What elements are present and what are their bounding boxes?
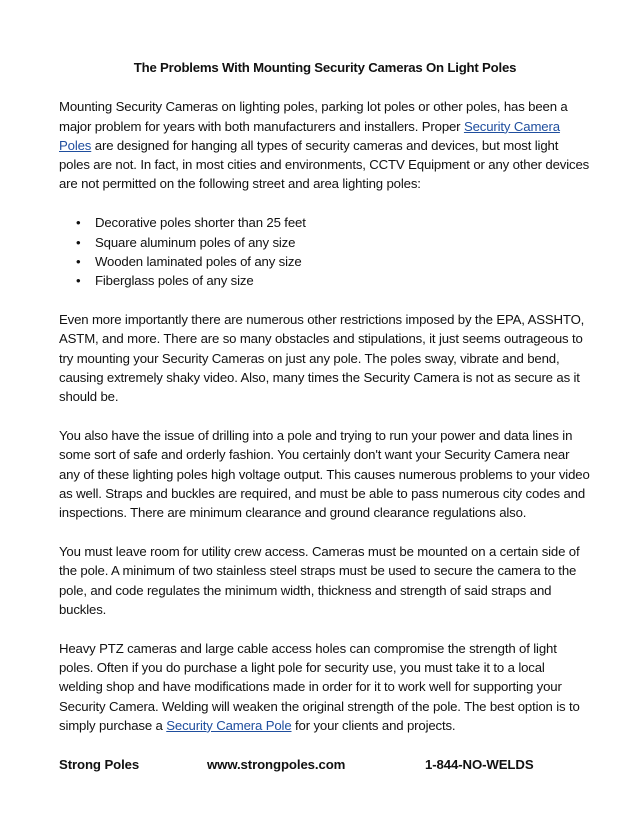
- list-item: [76, 252, 591, 271]
- document-title: The Problems With Mounting Security Cameras On Light Poles: [133, 60, 517, 75]
- security-camera-pole-link[interactable]: Security Camera Pole: [166, 717, 292, 733]
- list-item-text: Decorative poles shorter than 25 feet: [95, 215, 306, 231]
- drilling-paragraph: You also have the issue of drilling into a pole and trying to run your power and data lines in some sort of safe and orderly fashion. You certainly don't want your Security Camera near any of these lighting poles high voltage output. This causes numerous problems to your video as well. Straps and buckles are required, and must be able to pass numerous city codes and inspections. There are minimum clearance and ground clearance regulations also.: [59, 427, 590, 521]
- footer-website: www.strongpoles.com: [207, 756, 346, 772]
- list-item: [76, 213, 591, 232]
- bullet-icon: •: [76, 253, 81, 269]
- intro-text-after: are designed for hanging all types of security cameras and devices, but most light poles are not. In fact, in most cities and environments, CCTV Equipment or any other devices are not permitted on the following street and area lighting poles:: [59, 137, 590, 192]
- ptz-text-after: for your clients and projects.: [291, 717, 456, 733]
- list-item-text: Fiberglass poles of any size: [95, 273, 254, 289]
- list-item-text: Square aluminum poles of any size: [95, 234, 296, 250]
- utility-access-paragraph: You must leave room for utility crew access. Cameras must be mounted on a certain side of the pole. A minimum of two stainless steel straps must be used to secure the camera to the pole, and code regulates the minimum width, thickness and strength of said straps and buckles.: [59, 543, 580, 617]
- bullet-icon: •: [76, 273, 81, 289]
- list-item-text: Wooden laminated poles of any size: [95, 253, 302, 269]
- footer-company: Strong Poles: [59, 756, 140, 772]
- bullet-icon: •: [76, 215, 81, 231]
- intro-text-before: Mounting Security Cameras on lighting poles, parking lot poles or other poles, has been a major problem for years with both manufacturers and installers. Proper: [59, 99, 568, 134]
- ptz-cameras-paragraph: [59, 639, 591, 735]
- bullet-icon: •: [76, 234, 81, 250]
- ptz-text-before: Heavy PTZ cameras and large cable access holes can compromise the strength of light poles. Often if you do purchase a light pole for security use, you must take it to a local welding shop and have modifications made in order for it to work well for supporting your Security Camera. Welding will weaken the original strength of the pole. The best option is to simply purchase a: [59, 640, 580, 733]
- document-page: [59, 58, 591, 774]
- list-item: [76, 271, 591, 290]
- security-camera-poles-link[interactable]: Security Camera Poles: [59, 118, 560, 153]
- list-item: [76, 233, 591, 252]
- restrictions-paragraph: Even more importantly there are numerous other restrictions imposed by the EPA, ASSHTO, ASTM, and more. There are so many obstacles and stipulations, it just seems outrageous to try mounting your Security Cameras on just any pole. The poles sway, vibrate and bend, causing extremely shaky video. Also, many times the Security Camera is not as secure as it should be.: [59, 311, 585, 405]
- intro-paragraph: [59, 97, 591, 193]
- pole-restrictions-list: [59, 213, 591, 290]
- footer-phone: 1-844-NO-WELDS: [425, 756, 534, 772]
- contact-footer: [59, 755, 591, 774]
